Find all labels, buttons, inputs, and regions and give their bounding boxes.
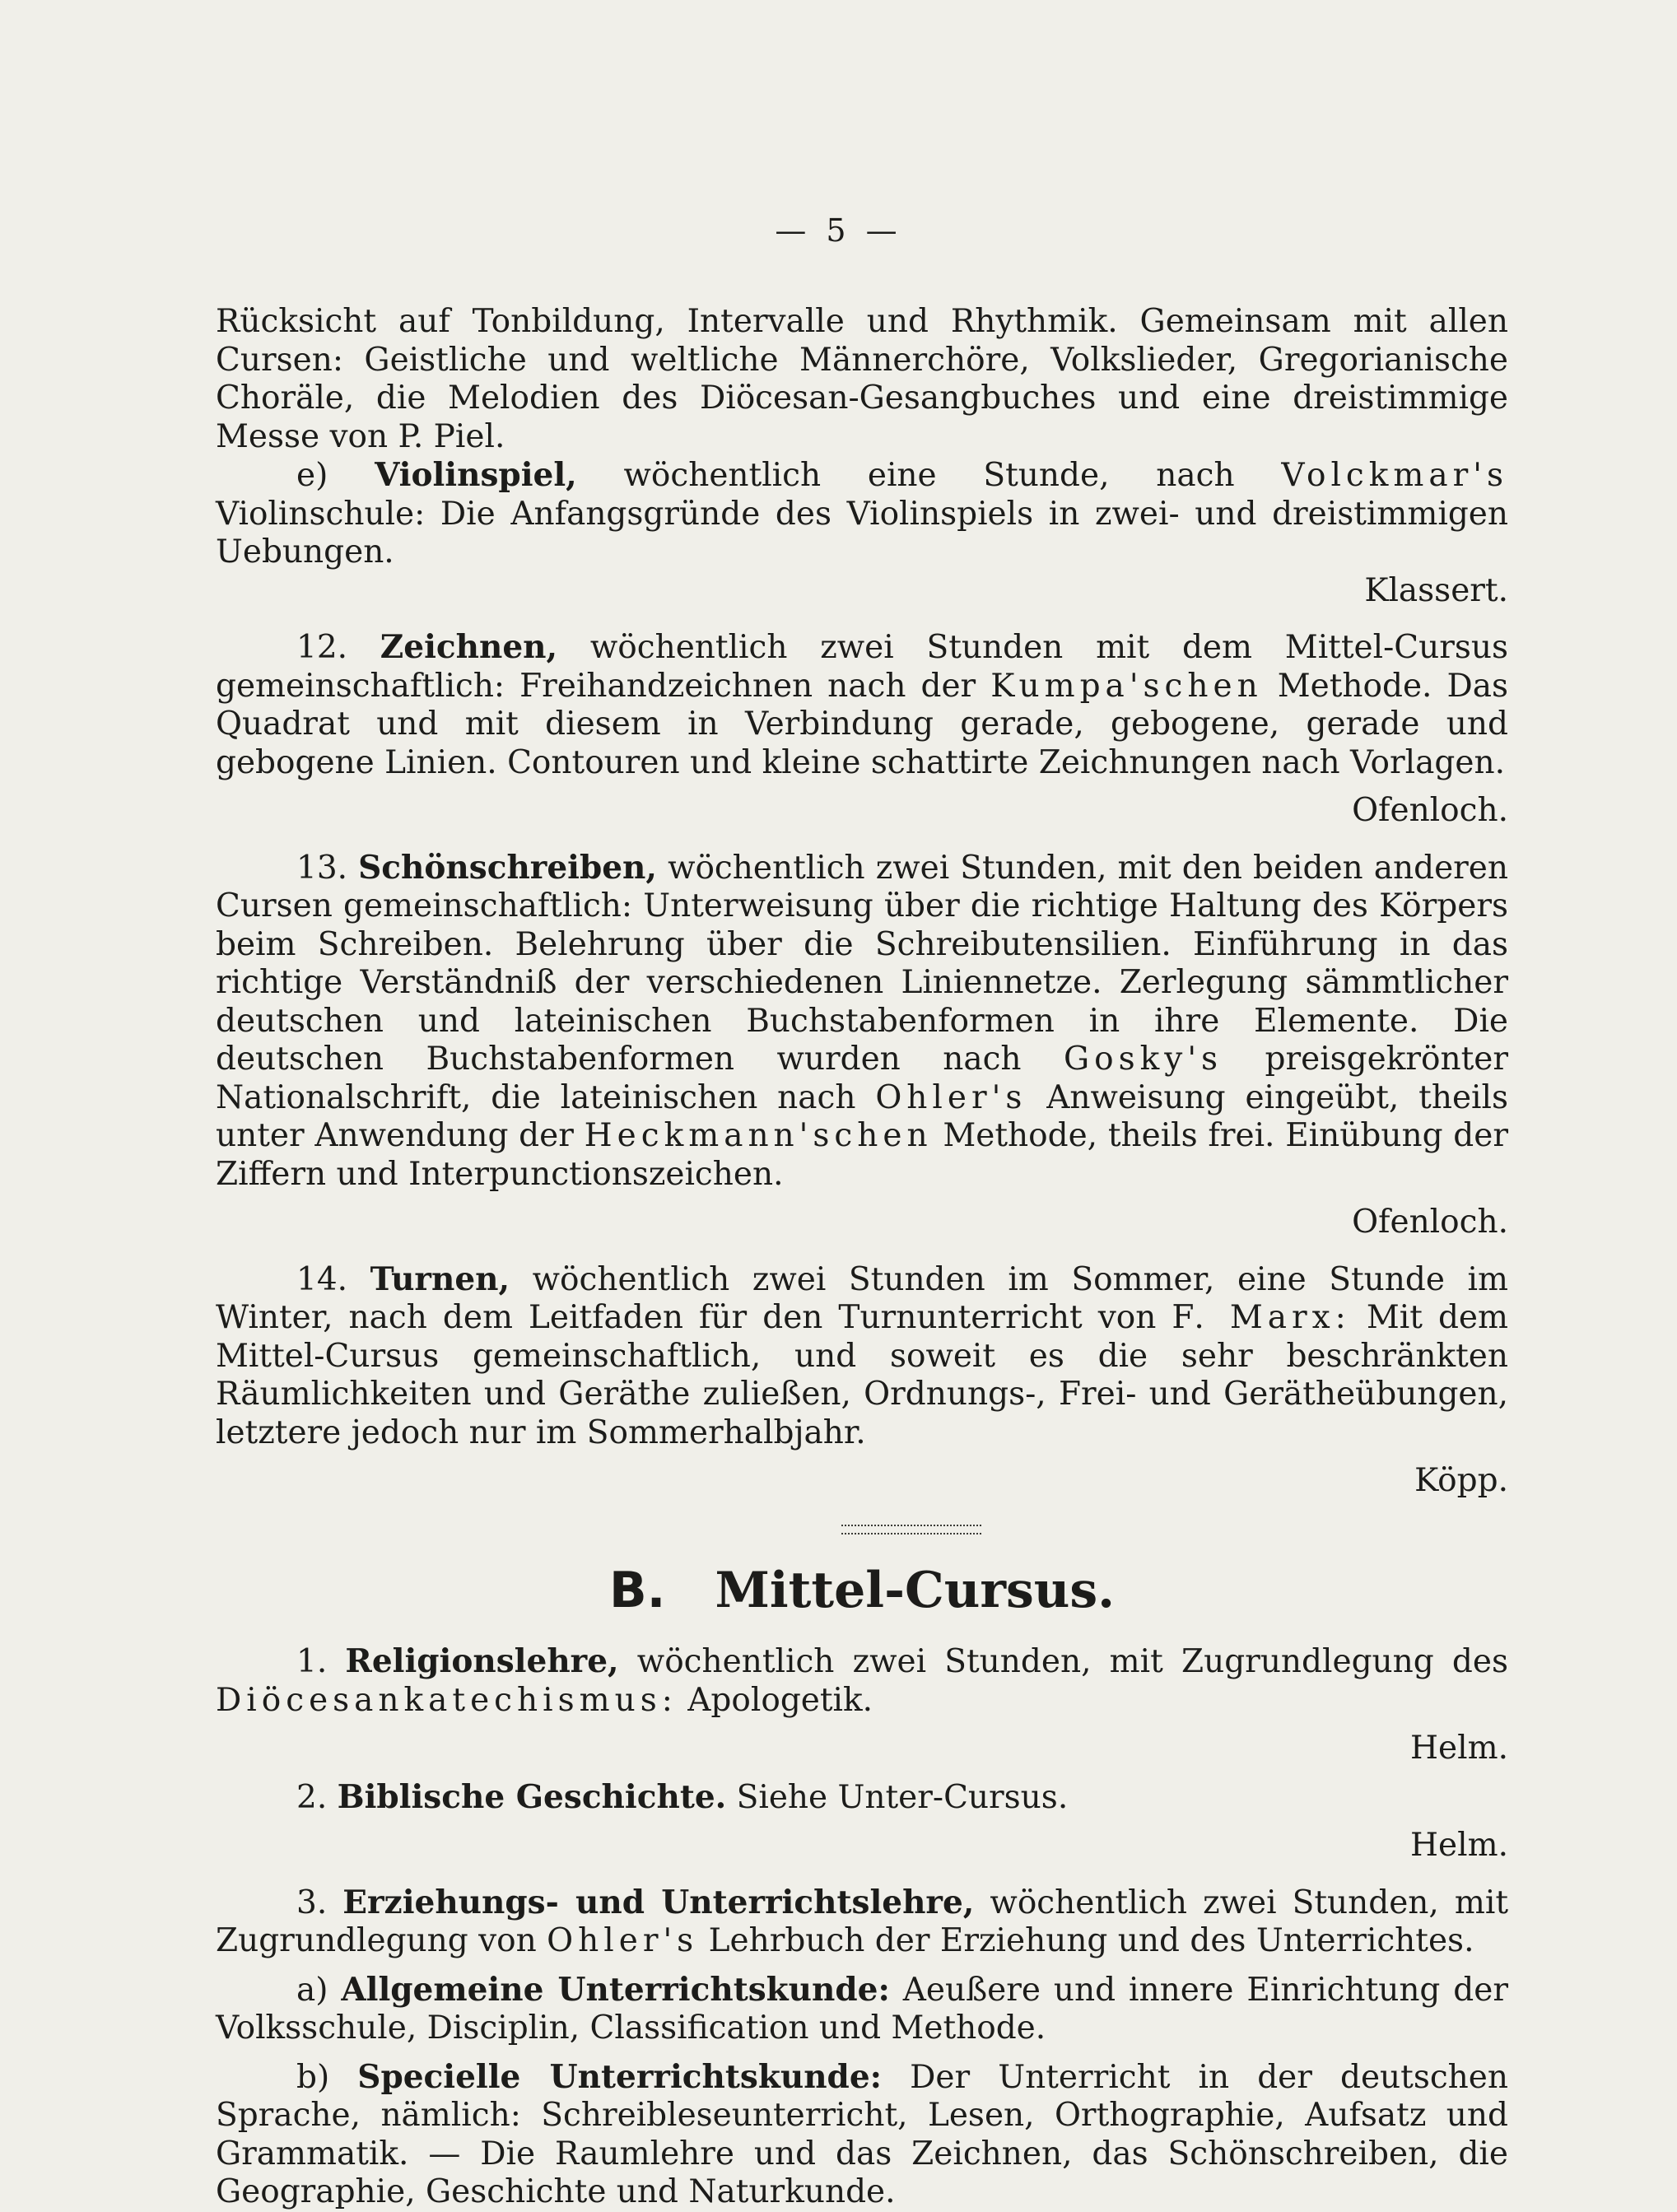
item-text: Aeußere und innere Einrichtung der Volksschule, Disciplin, Classification und Methode.	[216, 1971, 1508, 2047]
paragraph-general-teaching	[216, 1971, 1508, 2048]
item-text: wöchentlich zwei Stunden mit dem Mittel-Cursus gemeinschaftlich: Freihandzeichnen nach der	[216, 629, 1508, 705]
paragraph-violin	[216, 456, 1508, 572]
author-name: Kumpa'schen	[990, 667, 1263, 705]
item-text: Methode. Das Quadrat und mit diesem in Verbindung gerade, gebogene, gerade und gebogene Linien. Contouren und kleine schattirte Zeichnungen nach Vorlagen.	[216, 667, 1508, 781]
item-title: Schönschreiben,	[358, 848, 657, 887]
section-letter: B.	[608, 1561, 666, 1619]
book-name: Diöcesankatechismus:	[216, 1681, 678, 1719]
item-text: preisgekrönter Nationalschrift, die lateinischen nach	[216, 1041, 1508, 1116]
paragraph-biblical-history	[216, 1778, 1508, 1818]
item-label: e)	[296, 457, 375, 494]
item-title: Biblische Geschichte.	[337, 1777, 727, 1816]
item-text: Methode, theils frei. Einübung der Ziffern und Interpunctionszeichen.	[216, 1117, 1508, 1193]
paragraph-drawing	[216, 628, 1508, 782]
item-text: Anweisung eingeübt, theils unter Anwendung der	[216, 1078, 1508, 1154]
paragraph-gymnastics	[216, 1260, 1508, 1453]
paragraph-religion	[216, 1642, 1508, 1720]
item-title: Zeichnen,	[380, 628, 558, 666]
item-text: wöchentlich zwei Stunden, mit den beiden anderen Cursen gemeinschaftlich: Unterweisung über die richtige Haltung des Körpers beim Schreiben. Belehrung über die Schreibutensilien. Einführung in das richtige Verständniß der verschiedenen Liniennetze. Zerlegung sämmtlicher deutschen und lateinischen Buchstabenformen in ihre Elemente. Die deutschen Buchstabenformen wurden nach	[216, 849, 1509, 1078]
author-name: Heckmann'schen	[584, 1117, 933, 1154]
item-text: Mit dem Mittel-Cursus gemeinschaftlich, und soweit es die sehr beschränkten Räumlichkeiten und Geräthe zuließen, Ordnungs-, Frei- und Gerätheübungen, letztere jedoch nur im Sommerhalbjahr.	[216, 1299, 1508, 1451]
item-text: Der Unterricht in der deutschen Sprache, nämlich: Schreibleseunterricht, Lesen, Orthographie, Aufsatz und Grammatik. — Die Raumlehre und das Zeichnen, das Schönschreiben, die Geographie, Geschichte und Naturkunde.	[216, 2058, 1509, 2210]
teacher-signature: Helm.	[1410, 1730, 1508, 1767]
item-title: Specielle Unterrichtskunde:	[357, 2057, 883, 2096]
author-name: Volckmar's	[1281, 457, 1508, 494]
page-number: — 5 —	[775, 212, 902, 249]
item-number: 3.	[296, 1884, 343, 1921]
item-text: wöchentlich zwei Stunden, mit Zugrundlegung von	[216, 1884, 1509, 1959]
teacher-signature: Helm.	[1410, 1827, 1508, 1864]
item-title: Turnen,	[370, 1260, 510, 1298]
item-title: Violinspiel,	[375, 456, 577, 494]
item-text: Siehe Unter-Cursus.	[726, 1778, 1069, 1816]
item-text: wöchentlich zwei Stunden, mit Zugrundlegung des	[618, 1643, 1508, 1680]
teacher-signature: Ofenloch.	[1352, 792, 1508, 829]
page-body	[216, 303, 1508, 2212]
paragraph-singing-continued: Rücksicht auf Tonbildung, Intervalle und Rhythmik. Gemeinsam mit allen Cursen: Geistliche und weltliche Männerchöre, Volkslieder, Gregorianische Choräle, die Melodien des Diöcesan-Gesangbuches und eine dreistimmige Messe von P. Piel.	[216, 303, 1508, 455]
item-title: Erziehungs- und Unterrichtslehre,	[342, 1883, 975, 1921]
item-title: Allgemeine Unterrichtskunde:	[341, 1970, 890, 2009]
divider-ornament	[216, 1506, 1508, 1530]
teacher-signature: Klassert.	[1364, 571, 1508, 609]
section-heading	[216, 1561, 1508, 1619]
item-number: 14.	[296, 1260, 370, 1298]
item-text: Violinschule: Die Anfangsgründe des Violinspiels in zwei- und dreistimmigen Uebungen.	[216, 495, 1508, 570]
author-name: Ohler's	[875, 1078, 1027, 1116]
item-label: a)	[296, 1971, 342, 2009]
item-text: wöchentlich zwei Stunden im Sommer, eine Stunde im Winter, nach dem Leitfaden für den Turnunterricht von	[216, 1260, 1509, 1336]
teacher-signature: Köpp.	[1414, 1462, 1508, 1499]
paragraph-special-teaching	[216, 2058, 1508, 2212]
author-name: Ohler's	[547, 1922, 699, 1959]
teacher-signature: Ofenloch.	[1352, 1204, 1508, 1241]
item-text: wöchentlich eine Stunde, nach	[576, 457, 1282, 494]
item-label: b)	[296, 2058, 358, 2096]
item-text: Lehrbuch der Erziehung und des Unterrichtes.	[698, 1922, 1474, 1959]
item-number: 2.	[296, 1778, 338, 1816]
item-title: Religionslehre,	[345, 1642, 619, 1680]
author-name: Gosky's	[1064, 1041, 1223, 1078]
item-number: 13.	[296, 849, 359, 887]
paragraph-handwriting	[216, 849, 1508, 1194]
item-text: Apologetik.	[677, 1681, 873, 1719]
author-name: F. Marx:	[1172, 1299, 1351, 1336]
item-number: 1.	[296, 1643, 346, 1680]
paragraph-pedagogy	[216, 1884, 1508, 1961]
item-number: 12.	[296, 629, 380, 666]
section-title: Mittel-Cursus.	[715, 1561, 1116, 1619]
